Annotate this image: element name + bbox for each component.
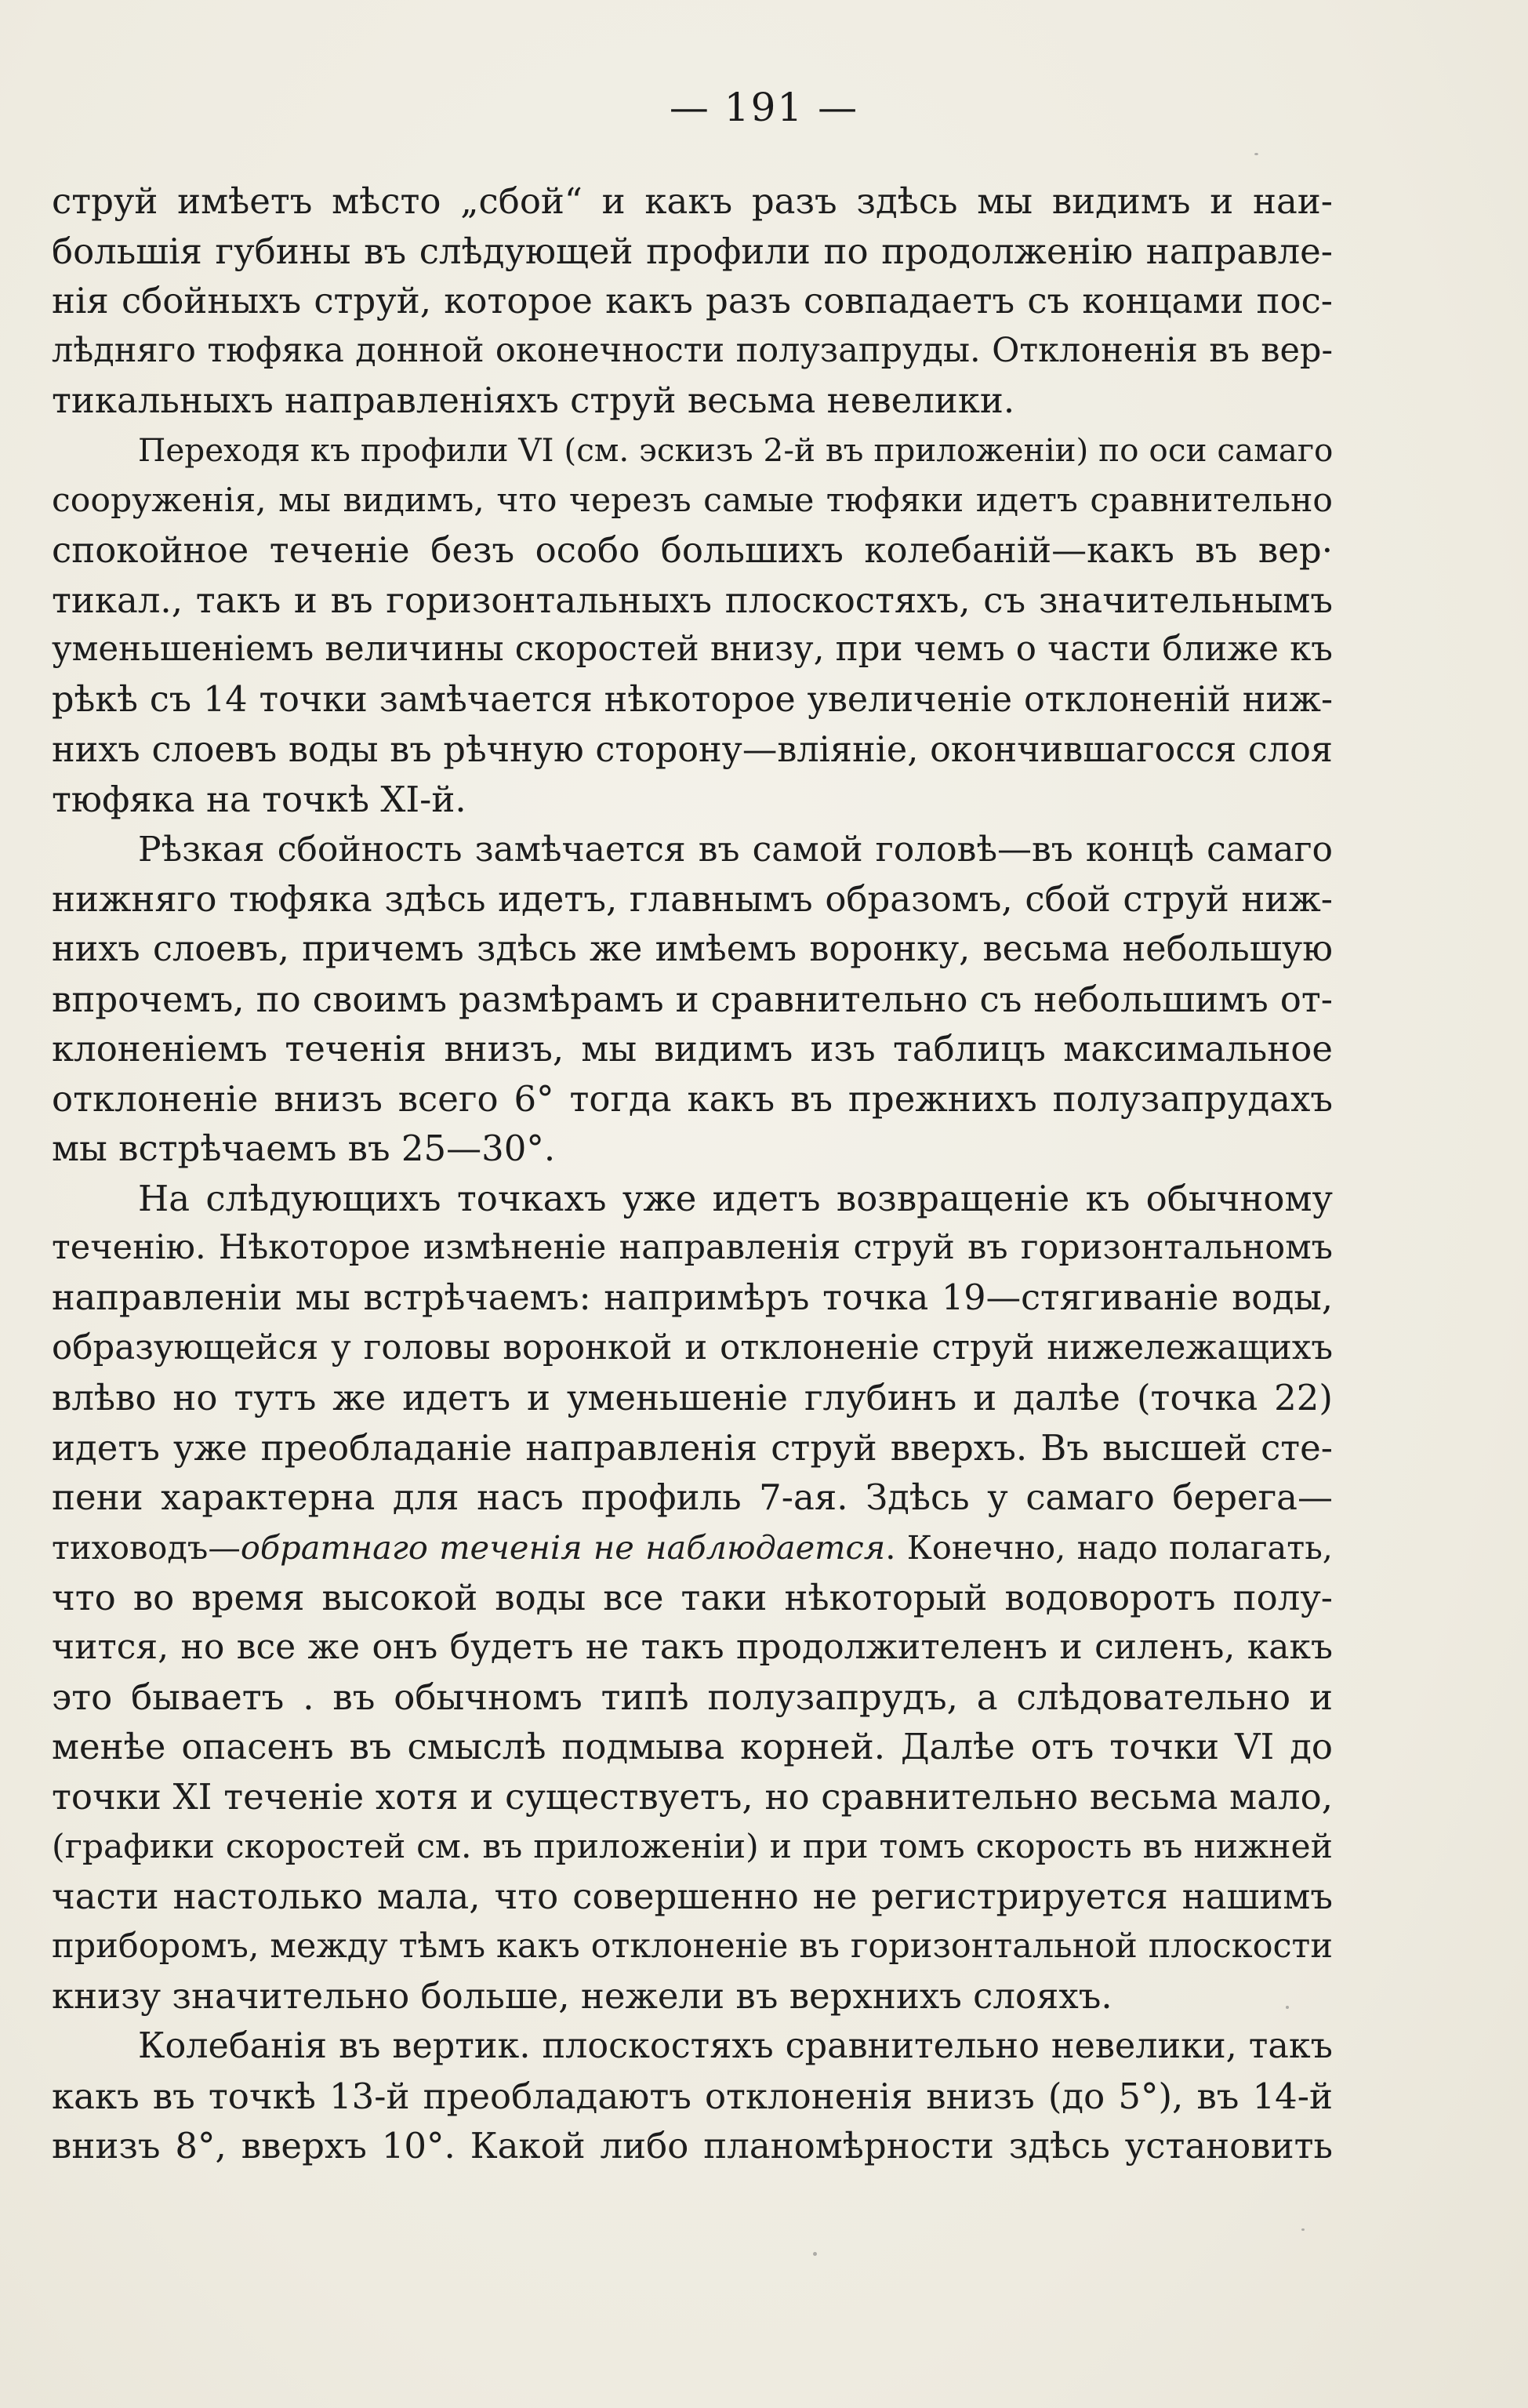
text-line: чится, но все же онъ будетъ не такъ продолжителенъ и силенъ, какъ bbox=[52, 1627, 1333, 1668]
paper-speck bbox=[813, 2252, 817, 2256]
text-line: (графики скоростей см. въ приложеніи) и при томъ скорость въ нижней bbox=[52, 1827, 1333, 1866]
text-line: части настолько мала, что совершенно не регистрируется нашимъ bbox=[52, 1876, 1333, 1918]
text-line: клоненіемъ теченія внизъ, мы видимъ изъ таблицъ максимальное bbox=[52, 1028, 1333, 1070]
paper-speck bbox=[1286, 2006, 1289, 2009]
text-line: уменьшеніемъ величины скоростей внизу, при чемъ о части ближе къ bbox=[52, 630, 1333, 670]
text-line: струй имѣетъ мѣсто „сбой“ и какъ разъ здѣсь мы видимъ и наи- bbox=[52, 180, 1333, 222]
text-line: это бываетъ . въ обычномъ типѣ полузапрудъ, а слѣдовательно и bbox=[52, 1676, 1333, 1718]
text-line: менѣе опасенъ въ смыслѣ подмыва корней. Далѣе отъ точки VI до bbox=[52, 1726, 1333, 1768]
text-line: отклоненіе внизъ всего 6° тогда какъ въ прежнихъ полузапрудахъ bbox=[52, 1077, 1333, 1120]
body-text bbox=[52, 176, 1333, 2171]
text-line: пени характерна для насъ профиль 7-ая. Здѣсь у самаго берега— bbox=[52, 1476, 1333, 1519]
text-line: тюфяка на точкѣ XI-й. bbox=[52, 779, 466, 821]
text-line: тикал., такъ и въ горизонтальныхъ плоскостяхъ, съ значительнымъ bbox=[52, 579, 1333, 621]
text-line: Колебанія въ вертик. плоскостяхъ сравнительно невелики, такъ bbox=[138, 2025, 1333, 2066]
text-line: впрочемъ, по своимъ размѣрамъ и сравнительно съ небольшимъ от- bbox=[52, 978, 1333, 1020]
text-line: книзу значительно больше, нежели въ верхнихъ слояхъ. bbox=[52, 1975, 1112, 2018]
text-line: приборомъ, между тѣмъ какъ отклоненіе въ горизонтальной плоскости bbox=[52, 1926, 1333, 1966]
paragraph-2 bbox=[52, 426, 1333, 825]
text-line: нижняго тюфяка здѣсь идетъ, главнымъ образомъ, сбой струй ниж- bbox=[52, 878, 1333, 921]
text-line: образующейся у головы воронкой и отклоненіе струй нижележащихъ bbox=[52, 1327, 1333, 1367]
text-line: сооруженія, мы видимъ, что черезъ самые тюфяки идетъ сравнительно bbox=[52, 481, 1333, 520]
text-line: Переходя къ профили VI (см. эскизъ 2-й въ приложеніи) по оси самаго bbox=[138, 430, 1333, 469]
text-line: рѣкѣ съ 14 точки замѣчается нѣкоторое увеличеніе отклоненій ниж- bbox=[52, 679, 1333, 720]
line-text-before: тиховодъ— bbox=[52, 1528, 241, 1567]
text-line: Рѣзкая сбойность замѣчается въ самой головѣ—въ концѣ самаго bbox=[138, 829, 1333, 870]
text-line: точки XI теченіе хотя и существуетъ, но сравнительно весьма мало, bbox=[52, 1776, 1333, 1818]
text-line: идетъ уже преобладаніе направленія струй вверхъ. Въ высшей сте- bbox=[52, 1426, 1333, 1469]
line-text-after: . Конечно, надо полагать, bbox=[885, 1528, 1333, 1567]
text-line: На слѣдующихъ точкахъ уже идетъ возвращеніе къ обычному bbox=[138, 1177, 1333, 1219]
text-line: внизъ 8°, вверхъ 10°. Какой либо планомѣрности здѣсь установить bbox=[52, 2125, 1333, 2167]
text-line: нія сбойныхъ струй, которое какъ разъ совпадаетъ съ концами пос- bbox=[52, 280, 1333, 322]
paragraph-1 bbox=[52, 176, 1333, 426]
italic-phrase: обратнаго теченія не наблюдается bbox=[240, 1528, 886, 1567]
text-line: лѣдняго тюфяка донной оконечности полузапруды. Отклоненія въ вер- bbox=[52, 330, 1333, 370]
text-line: теченію. Нѣкоторое измѣненіе направленія струй въ горизонтальномъ bbox=[52, 1228, 1333, 1268]
text-line: нихъ слоевъ воды въ рѣчную сторону—вліяніе, окончившагосся слоя bbox=[52, 729, 1333, 770]
paragraph-3 bbox=[52, 825, 1333, 1174]
text-line: что во время высокой воды все таки нѣкоторый водоворотъ полу- bbox=[52, 1576, 1333, 1618]
text-line: большія губины въ слѣдующей профили по продолженію направле- bbox=[52, 230, 1333, 272]
text-line: влѣво но тутъ же идетъ и уменьшеніе глубинъ и далѣе (точка 22) bbox=[52, 1377, 1333, 1419]
page-number: — 191 — bbox=[669, 85, 859, 130]
text-line: спокойное теченіе безъ особо большихъ колебаній—какъ въ вер· bbox=[52, 529, 1333, 572]
text-line: направленіи мы встрѣчаемъ: напримѣръ точка 19—стягиваніе воды, bbox=[52, 1278, 1333, 1319]
paper-speck bbox=[1301, 2228, 1305, 2231]
paragraph-4 bbox=[52, 1174, 1333, 2021]
paper-speck bbox=[1254, 153, 1258, 155]
text-line: какъ въ точкѣ 13-й преобладаютъ отклоненія внизъ (до 5°), въ 14-й bbox=[52, 2075, 1333, 2117]
paragraph-5 bbox=[52, 2021, 1333, 2171]
text-line-with-italic bbox=[52, 1523, 1333, 1573]
text-line: нихъ слоевъ, причемъ здѣсь же имѣемъ воронку, весьма небольшую bbox=[52, 928, 1333, 969]
text-line: мы встрѣчаемъ въ 25—30°. bbox=[52, 1128, 556, 1170]
text-line: тикальныхъ направленіяхъ струй весьма невелики. bbox=[52, 380, 1015, 422]
